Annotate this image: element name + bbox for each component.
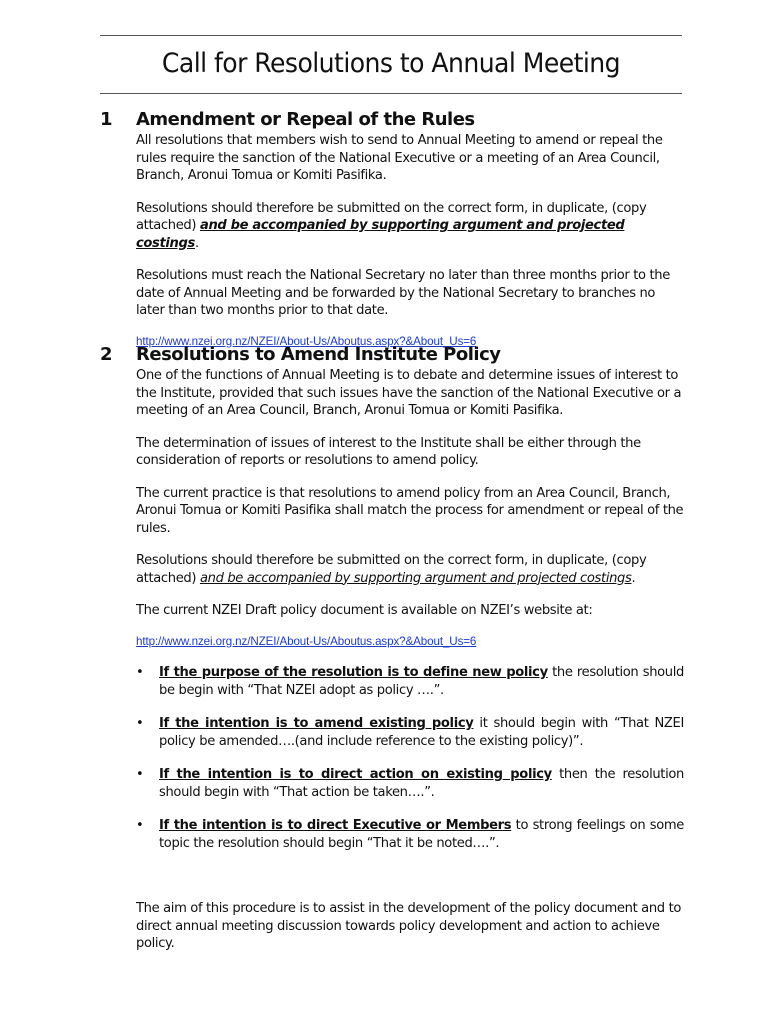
closing-paragraph: The aim of this procedure is to assist in the development of the policy document and to direct annual meeting discussion towards policy development and action to achieve policy.	[136, 901, 682, 951]
nzei-website-link[interactable]: http://www.nzei.org.nz/NZEI/About-Us/Aboutus.aspx?&About_Us=6	[136, 334, 477, 348]
bullet-text: to strong feelings on some topic the resolution should begin “That it be noted….”.	[159, 818, 684, 851]
section-heading	[100, 109, 682, 130]
section-body	[136, 132, 684, 350]
paragraph: The current NZEI Draft policy document is available on NZEI’s website at:	[136, 603, 593, 618]
paragraph-text: Resolutions should therefore be submitted on the correct form, in duplicate, (copy attached)	[136, 553, 647, 586]
section-body	[136, 367, 684, 852]
bullet-heading: If the purpose of the resolution is to define new policy	[159, 665, 548, 680]
paragraph: All resolutions that members wish to send to Annual Meeting to amend or repeal the rules require the sanction of the National Executive or a meeting of an Area Council, Branch, Aronui Tomua or Komiti Pasifika.	[136, 133, 663, 183]
section-number: 1	[100, 109, 113, 130]
bullet-heading: If the intention is to amend existing policy	[159, 716, 474, 731]
paragraph-text: Resolutions should therefore be submitted on the correct form, in duplicate, (copy attached)	[136, 200, 647, 233]
nzei-website-link[interactable]: http://www.nzei.org.nz/NZEI/About-Us/Aboutus.aspx?&About_Us=6	[136, 634, 477, 648]
link-paragraph	[136, 633, 684, 651]
bullet-list	[136, 664, 684, 852]
paragraph: One of the functions of Annual Meeting is to debate and determine issues of interest to the Institute, provided that such issues have the sanction of the National Executive or a meeting of an Area Council, Branch, Aronui Tomua or Komiti Pasifika.	[136, 368, 682, 418]
list-item	[136, 664, 684, 699]
list-item	[136, 715, 684, 750]
title-rule	[100, 93, 682, 94]
section-number: 2	[100, 344, 113, 365]
section-title: Amendment or Repeal of the Rules	[136, 109, 475, 130]
emphasis-text: and be accompanied by supporting argument and projected costings	[136, 218, 625, 251]
paragraph-text: .	[631, 570, 636, 586]
section-title: Resolutions to Amend Institute Policy	[136, 344, 501, 365]
paragraph: Resolutions must reach the National Secretary no later than three months prior to the date of Annual Meeting and be forwarded by the National Secretary to branches no later than two months prior to that date.	[136, 268, 670, 318]
top-rule	[100, 35, 682, 36]
paragraph-text: .	[195, 235, 199, 251]
paragraph: The determination of issues of interest to the Institute shall be either through the consideration of reports or resolutions to amend policy.	[136, 435, 641, 468]
bullet-text: then the resolution should begin with “That action be taken….”.	[159, 767, 684, 800]
bullet-text: the resolution should be begin with “That NZEI adopt as policy ….”.	[159, 665, 685, 698]
page-title: Call for Resolutions to Annual Meeting	[161, 48, 621, 79]
bullet-heading: If the intention is to direct action on existing policy	[159, 767, 552, 782]
bullet-heading: If the intention is to direct Executive or Members	[159, 818, 512, 833]
list-item	[136, 817, 684, 852]
section-heading	[100, 344, 682, 365]
paragraph	[136, 200, 684, 253]
paragraph	[136, 552, 684, 587]
bullet-icon: •	[136, 665, 144, 680]
bullet-icon: •	[136, 767, 144, 782]
section-1	[100, 109, 682, 365]
paragraph: The current practice is that resolutions to amend policy from an Area Council, Branch, Aronui Tomua or Komiti Pasifika shall match the process for amendment or repeal of the rules.	[136, 485, 684, 536]
bullet-text: it should begin with “That NZEI policy be amended….(and include reference to the existing policy)”.	[159, 716, 684, 749]
bullet-icon: •	[136, 716, 144, 731]
list-item	[136, 766, 684, 801]
bullet-icon: •	[136, 818, 144, 833]
emphasis-text: and be accompanied by supporting argument and projected costings	[199, 570, 632, 586]
section-2	[100, 344, 685, 868]
